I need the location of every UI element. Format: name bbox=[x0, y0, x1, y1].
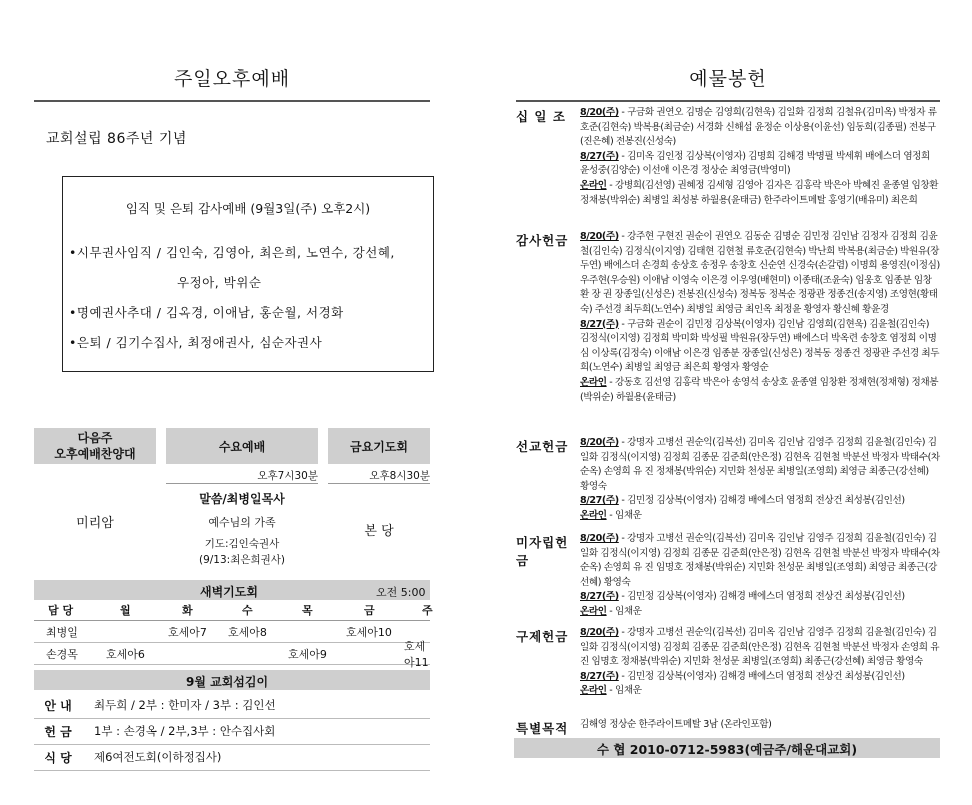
left-title-divider bbox=[34, 100, 430, 102]
wednesday-prayer: 기도:김인숙권사 bbox=[204, 538, 280, 550]
dawn-leader: 최병일 bbox=[46, 626, 78, 639]
dawn-cell: 호세아10 bbox=[346, 626, 392, 639]
choir-header: 다음주 오후예배찬양대 bbox=[34, 428, 156, 464]
offering-label: 미자립헌금 bbox=[516, 535, 569, 568]
offering-date: 8/27(주) bbox=[580, 670, 619, 682]
offering-date: 온라인 bbox=[580, 179, 607, 191]
offering-date: 온라인 bbox=[580, 376, 607, 388]
offering-names: - 김미옥 김인정 김상복(이영자) 김명희 김해경 박명필 박세휘 배에스더 염정희 윤성중(김양순) 이선애 이은경 정상순 최영금(박영미) bbox=[580, 150, 930, 177]
service-line-retire: •은퇴 / 김기수집사, 최정애권사, 심순자권사 bbox=[69, 335, 323, 350]
offering-names: - 강동호 김선영 김홍락 박은아 송영석 송상호 윤종열 임창환 정채현(정채형) 정채봉(박위순) 하월용(윤태금) bbox=[580, 376, 939, 403]
serving-value: 1부 : 손경옥 / 2부,3부 : 안수집사회 bbox=[94, 724, 276, 738]
serving-value: 최두희 / 2부 : 한미자 / 3부 : 김인선 bbox=[94, 698, 276, 712]
wednesday-sermon: 말씀/최병일목사 bbox=[199, 492, 285, 506]
dawn-time: 오전 5:00 bbox=[376, 586, 426, 599]
dawn-header: 새벽기도회 bbox=[200, 585, 258, 599]
offering-text bbox=[580, 532, 940, 620]
friday-header: 금요기도회 bbox=[328, 428, 430, 464]
offering-date: 온라인 bbox=[580, 509, 607, 521]
offering-names: - 강명자 고병선 권순익(김복선) 김미옥 김인남 김영주 김정희 김윤철(김인숙) 김일화 김정식(이지영) 김정희 김종문 김준희(안은정) 김현옥 김현철 박분선 박정자 박태수(차순옥) 손영희 유 진 임명호 정채봉(박위순) 지민화 천성문 최병일(조영희) 최영금 최종근(강선혜) 황영숙 bbox=[580, 533, 940, 588]
dawn-day-mon: 월 bbox=[120, 604, 131, 617]
offering-text bbox=[580, 626, 940, 699]
offering-date: 8/27(주) bbox=[580, 150, 619, 162]
friday-divider bbox=[328, 483, 430, 484]
offering-label: 구제헌금 bbox=[516, 629, 569, 644]
serving-value: 제6여전도회(이하정집사) bbox=[94, 750, 222, 764]
serving-label: 헌 금 bbox=[44, 724, 72, 739]
offering-date: 8/20(주) bbox=[580, 437, 619, 448]
offering-label: 선교헌금 bbox=[516, 439, 569, 454]
offering-names: - 강명자 고병선 권순익(김복선) 김미옥 김인남 김영주 김정희 김윤철(김인숙) 김일화 김정식(이지영) 김정희 김종문 김준희(안은정) 김현옥 김현철 박분선 박정자 손영희 유 진 임명호 정채봉(박위순) 지민화 천성문 최병일(조영희) 최종근(강선혜) 최영금 황영숙 bbox=[580, 627, 940, 668]
serving-row-offering bbox=[34, 718, 430, 745]
wednesday-next-prayer: (9/13:최은희권사) bbox=[198, 554, 286, 566]
wednesday-divider bbox=[166, 483, 318, 484]
serving-label: 안 내 bbox=[44, 698, 72, 713]
offering-text bbox=[580, 230, 940, 405]
dawn-row-1 bbox=[34, 622, 430, 643]
friday-value: 본 당 bbox=[364, 524, 394, 539]
offering-names: - 김민정 김상복(이영자) 김해경 배에스더 염정희 전상건 최성봉(김인선) bbox=[618, 670, 905, 682]
serving-row-usher bbox=[34, 692, 430, 719]
service-heading: 임직 및 은퇴 감사예배 (9월3일(주) 오후2시) bbox=[125, 201, 371, 216]
serving-header: 9월 교회섬김이 bbox=[186, 675, 269, 689]
offering-names: - 임채운 bbox=[606, 605, 642, 617]
offering-text bbox=[580, 718, 940, 733]
offering-names: - 김민정 김상복(이영자) 김해경 배에스더 염정희 전상건 최성봉(김인선) bbox=[618, 495, 905, 507]
offering-date: 8/20(주) bbox=[580, 627, 619, 638]
offering-label: 감사헌금 bbox=[516, 233, 569, 248]
offering-names: - 임채운 bbox=[606, 509, 642, 521]
offering-text bbox=[580, 106, 940, 208]
offering-names: - 강병희(김선영) 권혜정 김세형 김영아 김자은 김홍락 박은아 박혜진 윤종열 임창환 정채봉(박위순) 최병일 최성봉 하월용(윤태금) 한주라이트메탈 홍영기(배유미) 최은희 bbox=[580, 179, 939, 206]
dawn-row-2 bbox=[34, 640, 430, 669]
offering-date: 온라인 bbox=[580, 685, 607, 697]
offering-date: 8/27(주) bbox=[580, 495, 619, 507]
service-line-ordination: •시무권사임직 / 김인숙, 김영아, 최은희, 노연수, 강선혜, bbox=[69, 245, 395, 260]
dawn-day-fri: 금 bbox=[364, 604, 375, 617]
offering-names: - 구금화 권순이 김민정 김상복(이영자) 김인남 김영희(김현욱) 김윤철(김인숙) 김정식(이지영) 김정희 박미화 박성필 박원유(장두연) 배에스더 박옥련 송창호 염정희 이명심 이상록(김정숙) 이애남 이은경 임종분 장종일(신성은) 정복동 정종건 정광관 주선경 최두희(노연수) 최병일 최영금 최은희 황영자 황영순 bbox=[580, 318, 940, 374]
dawn-cell: 호세아9 bbox=[288, 648, 327, 661]
offering-label: 십 일 조 bbox=[516, 109, 566, 124]
offering-date: 온라인 bbox=[580, 605, 607, 617]
offering-text bbox=[580, 436, 940, 524]
account-number: 수 협 2010-0712-5983(예금주/해운대교회) bbox=[596, 742, 858, 757]
right-title: 예물봉헌 bbox=[689, 68, 767, 90]
offering-date: 8/27(주) bbox=[580, 591, 619, 603]
dawn-day-tue: 화 bbox=[182, 604, 193, 617]
service-box bbox=[62, 176, 434, 372]
serving-row-dining bbox=[34, 744, 430, 771]
serving-label: 식 당 bbox=[44, 750, 72, 765]
dawn-day-sun: 주 bbox=[422, 604, 433, 617]
wednesday-title: 예수님의 가족 bbox=[208, 516, 276, 529]
offering-date: 8/27(주) bbox=[580, 318, 619, 330]
dawn-day-leader: 담 당 bbox=[48, 604, 74, 617]
offering-names: - 임채운 bbox=[606, 685, 642, 697]
wednesday-time: 오후7시30분 bbox=[257, 470, 318, 482]
offering-date: 8/20(주) bbox=[580, 231, 619, 242]
dawn-cell: 호세아8 bbox=[228, 626, 267, 639]
dawn-cell: 호세아6 bbox=[106, 648, 145, 661]
service-line-honorary: •명예권사추대 / 김옥경, 이애남, 홍순월, 서경화 bbox=[69, 305, 344, 320]
choir-value: 미리암 bbox=[76, 516, 114, 531]
left-title: 주일오후예배 bbox=[173, 68, 291, 90]
dawn-day-wed: 수 bbox=[242, 604, 253, 617]
dawn-cell: 호세아7 bbox=[168, 626, 207, 639]
offering-date: 8/20(주) bbox=[580, 533, 619, 544]
offering-names: - 강명자 고병선 권순익(김복선) 김미옥 김인남 김영주 김정희 김윤철(김인숙) 김일화 김정식(이지영) 김정희 김종문 김준희(안은정) 김현옥 김현철 박분선 박정자 박태수(차순옥) 손영희 유 진 정채봉(박위순) 지민화 천성문 최병일(조영희) 최영금 최종근(강선혜) 황영숙 bbox=[580, 437, 940, 492]
dawn-leader: 손경목 bbox=[46, 648, 78, 661]
dawn-days-row bbox=[34, 600, 433, 621]
offering-date: 8/20(주) bbox=[580, 107, 619, 118]
offering-label: 특별목적 bbox=[516, 721, 569, 736]
friday-time: 오후8시30분 bbox=[369, 470, 430, 482]
dawn-day-thu: 목 bbox=[302, 604, 313, 617]
right-title-divider bbox=[516, 100, 940, 102]
anniversary-text: 교회설립 86주년 기념 bbox=[46, 131, 187, 147]
wednesday-header: 수요예배 bbox=[166, 428, 318, 464]
dawn-cell: 호세아11 bbox=[404, 640, 429, 669]
service-line-ordination-cont: 우정아, 박위순 bbox=[177, 275, 262, 290]
offering-names: - 김민정 김상복(이영자) 김해경 배에스더 염정희 전상건 최성봉(김인선) bbox=[618, 591, 905, 603]
offering-names: - 강주현 구현진 권순이 권연오 김동순 김명순 김민정 김인남 김정자 김정희 김윤철(김인숙) 김정식(이지영) 김태현 김현철 류호준(김현숙) 박난희 박복용(최금순) 박원유(장두연) 배에스더 손경희 송상호 송정우 송창호 신순연 신경숙(손갈렴) 이명희 용영진(이정심) 우주현(우승원) 이애남 이영숙 이은경 이우영(배현미) 이종태(조윤숙) 임웅호 임종분 임창환 장 권 장종일(신성은) 전봉진(신성숙) 정복동 정복순 정광관 정종건(송지영) 조영현(황태숙) 주선경 최두희(노연수) 최병일 최영금 최인옥 최정윤 황영자 황신혜 황윤경 bbox=[580, 231, 940, 315]
offering-names: 김해영 정상순 한주라이트메탈 3남 (온라인포함) bbox=[580, 719, 772, 730]
offering-names: - 구금화 권연오 김명순 김영희(김현욱) 김일화 김정희 김철유(김미옥) 박정자 류호준(김현숙) 박복용(최금순) 서경화 신해섭 윤정순 이상용(이윤선) 임동희(김종필) 전봉구(진은혜) 전봉진(신성숙) bbox=[580, 107, 937, 148]
